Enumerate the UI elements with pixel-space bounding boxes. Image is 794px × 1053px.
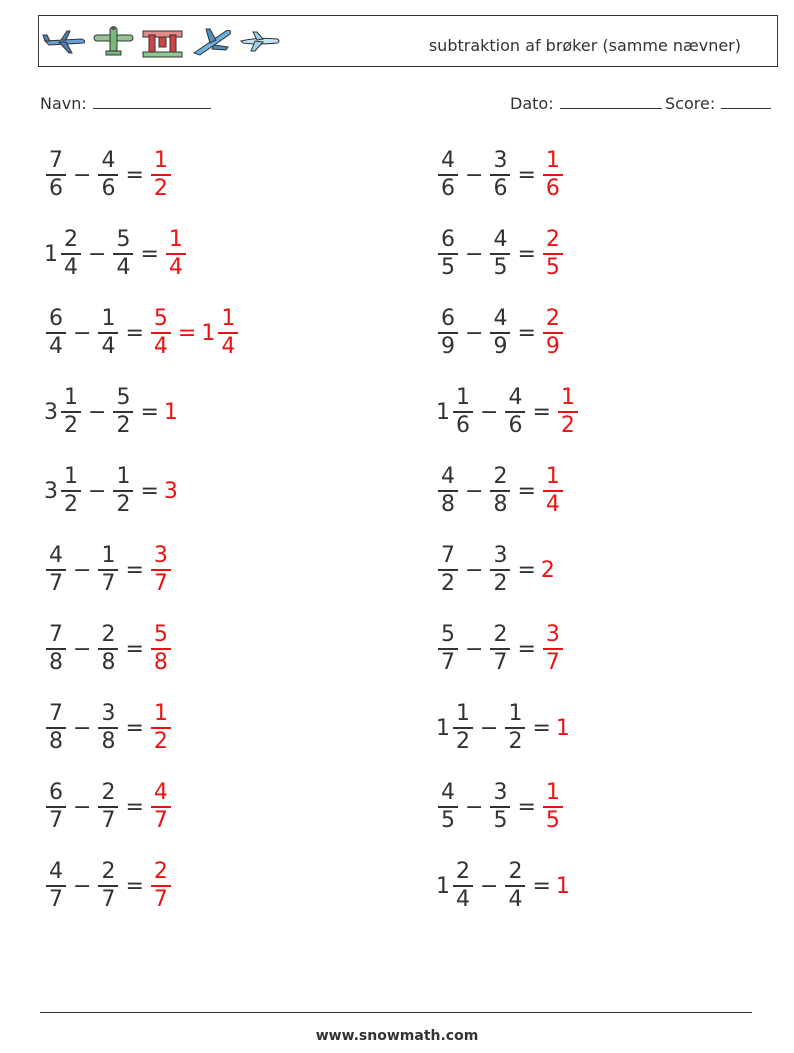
numerator: 2 xyxy=(493,622,508,648)
numerator: 2 xyxy=(64,227,78,253)
denominator: 2 xyxy=(116,491,131,517)
denominator: 7 xyxy=(153,886,168,912)
numerator: 3 xyxy=(493,148,508,174)
denominator: 8 xyxy=(101,728,116,754)
numerator: 3 xyxy=(493,780,508,806)
denominator: 7 xyxy=(49,807,63,833)
equals-sign: = xyxy=(517,320,536,346)
footer-url: www.snowmath.com xyxy=(315,1028,479,1044)
minuend-fraction xyxy=(46,150,66,200)
numerator: 2 xyxy=(101,780,116,806)
numerator: 1 xyxy=(153,701,168,727)
minuend-whole: 3 xyxy=(44,478,58,504)
answer-fraction xyxy=(218,308,238,358)
subtrahend-fraction xyxy=(98,703,118,753)
denominator: 4 xyxy=(116,254,131,280)
numerator: 4 xyxy=(49,543,63,569)
minuend-fraction xyxy=(438,624,458,674)
answer-whole: 1 xyxy=(555,873,570,899)
denominator: 7 xyxy=(153,807,168,833)
denominator: 4 xyxy=(456,886,470,912)
problem-item xyxy=(44,145,173,205)
equals-sign: = xyxy=(140,241,159,267)
numerator: 1 xyxy=(101,543,116,569)
answer xyxy=(149,782,173,832)
numerator: 3 xyxy=(493,543,508,569)
answer-fraction xyxy=(543,229,563,279)
jet-icon xyxy=(188,23,235,59)
answer-fraction xyxy=(543,466,563,516)
answer xyxy=(541,229,565,279)
equals-sign: = xyxy=(517,636,536,662)
numerator: 4 xyxy=(153,780,168,806)
denominator: 2 xyxy=(153,175,168,201)
denominator: 7 xyxy=(101,807,116,833)
answer xyxy=(149,624,173,674)
answer xyxy=(541,782,565,832)
minus-sign: − xyxy=(73,162,92,188)
minuend-fraction xyxy=(453,387,473,437)
plane-icons xyxy=(41,23,284,59)
answer-fraction xyxy=(151,150,171,200)
numerator: 5 xyxy=(116,227,131,253)
equals-sign: = xyxy=(125,873,144,899)
answer xyxy=(541,466,565,516)
denominator: 5 xyxy=(545,807,560,833)
minus-sign: − xyxy=(465,636,484,662)
denominator: 7 xyxy=(101,570,116,596)
minus-sign: − xyxy=(73,320,92,346)
minus-sign: − xyxy=(465,162,484,188)
date-label: Dato: xyxy=(510,94,554,113)
denominator: 5 xyxy=(441,807,455,833)
denominator: 7 xyxy=(493,649,508,675)
denominator: 9 xyxy=(545,333,560,359)
subtrahend-fraction xyxy=(98,308,118,358)
minus-sign: − xyxy=(73,636,92,662)
subtrahend-fraction xyxy=(505,703,525,753)
minuend-whole: 1 xyxy=(436,399,450,425)
numerator: 4 xyxy=(493,306,508,332)
numerator: 2 xyxy=(545,306,560,332)
problem-item xyxy=(436,777,565,837)
denominator: 6 xyxy=(508,412,523,438)
minuend-fraction xyxy=(438,229,458,279)
denominator: 7 xyxy=(49,570,63,596)
problem-item xyxy=(436,698,571,758)
subtrahend-fraction xyxy=(490,150,510,200)
minus-sign: − xyxy=(88,399,107,425)
denominator: 6 xyxy=(49,175,63,201)
subtrahend-fraction xyxy=(98,861,118,911)
denominator: 5 xyxy=(545,254,560,280)
equals-sign: = xyxy=(140,399,159,425)
score-field[interactable] xyxy=(665,94,771,113)
answer xyxy=(541,624,565,674)
answer-whole: 1 xyxy=(555,715,570,741)
numerator: 4 xyxy=(508,385,523,411)
equals-sign: = xyxy=(517,162,536,188)
answer-fraction xyxy=(151,861,171,911)
equals-sign: = xyxy=(125,320,144,346)
numerator: 2 xyxy=(153,859,168,885)
denominator: 8 xyxy=(49,649,63,675)
numerator: 1 xyxy=(116,464,131,490)
subtrahend-fraction xyxy=(505,387,525,437)
answer-fraction xyxy=(543,150,563,200)
answer xyxy=(164,229,188,279)
subtrahend-fraction xyxy=(113,387,133,437)
denominator: 6 xyxy=(101,175,116,201)
problem-item xyxy=(436,461,565,521)
answer-fraction xyxy=(543,308,563,358)
numerator: 4 xyxy=(441,780,455,806)
answer-fraction xyxy=(558,387,578,437)
answer-fraction xyxy=(543,624,563,674)
numerator: 1 xyxy=(545,464,560,490)
numerator: 6 xyxy=(49,306,63,332)
denominator: 4 xyxy=(508,886,523,912)
numerator: 4 xyxy=(49,859,63,885)
minuend-fraction xyxy=(61,466,81,516)
equals-sign: = xyxy=(517,557,536,583)
numerator: 1 xyxy=(508,701,523,727)
answer-whole: 3 xyxy=(163,478,178,504)
denominator: 4 xyxy=(221,333,236,359)
minuend-whole: 3 xyxy=(44,399,58,425)
answer-fraction xyxy=(151,624,171,674)
numerator: 6 xyxy=(441,306,455,332)
name-field[interactable] xyxy=(40,94,211,113)
numerator: 7 xyxy=(49,701,63,727)
worksheet-title: subtraktion af brøker (samme nævner) xyxy=(428,36,741,55)
equals-sign: = xyxy=(517,478,536,504)
numerator: 4 xyxy=(441,464,455,490)
equals-sign: = xyxy=(125,162,144,188)
denominator: 9 xyxy=(441,333,455,359)
denominator: 5 xyxy=(441,254,455,280)
subtrahend-fraction xyxy=(113,466,133,516)
numerator: 5 xyxy=(116,385,131,411)
numerator: 4 xyxy=(441,148,455,174)
subtrahend-fraction xyxy=(98,545,118,595)
score-label: Score: xyxy=(665,94,716,113)
answer xyxy=(201,308,240,358)
minuend-fraction xyxy=(46,545,66,595)
answer xyxy=(149,308,173,358)
problem-item xyxy=(436,619,565,679)
denominator: 2 xyxy=(116,412,131,438)
answer xyxy=(164,479,179,504)
answer xyxy=(149,703,173,753)
denominator: 6 xyxy=(493,175,508,201)
minus-sign: − xyxy=(465,241,484,267)
answer-fraction xyxy=(151,703,171,753)
numerator: 2 xyxy=(101,622,116,648)
problem-item xyxy=(44,619,173,679)
denominator: 2 xyxy=(441,570,455,596)
problem-item xyxy=(436,224,565,284)
numerator: 6 xyxy=(441,227,455,253)
denominator: 9 xyxy=(493,333,508,359)
footer-divider xyxy=(40,1012,752,1013)
numerator: 1 xyxy=(64,385,78,411)
subtrahend-fraction xyxy=(113,229,133,279)
numerator: 3 xyxy=(101,701,116,727)
denominator: 8 xyxy=(101,649,116,675)
equals-sign: = xyxy=(140,478,159,504)
problem-item xyxy=(436,856,571,916)
equals-sign: = xyxy=(125,557,144,583)
problem-item xyxy=(44,382,179,442)
answer xyxy=(541,308,565,358)
minus-sign: − xyxy=(73,873,92,899)
numerator: 2 xyxy=(508,859,523,885)
score-blank[interactable] xyxy=(721,94,771,109)
equals-sign: = xyxy=(125,715,144,741)
minuend-fraction xyxy=(61,229,81,279)
equals-sign: = xyxy=(125,794,144,820)
equals-sign: = xyxy=(517,241,536,267)
denominator: 8 xyxy=(441,491,455,517)
subtrahend-fraction xyxy=(490,466,510,516)
small-plane-icon xyxy=(237,23,284,59)
equals-sign: = xyxy=(532,873,551,899)
name-label: Navn: xyxy=(40,94,87,113)
minus-sign: − xyxy=(88,241,107,267)
name-blank[interactable] xyxy=(93,94,211,109)
denominator: 5 xyxy=(493,254,508,280)
numerator: 4 xyxy=(101,148,116,174)
denominator: 4 xyxy=(168,254,183,280)
denominator: 8 xyxy=(493,491,508,517)
subtrahend-fraction xyxy=(98,624,118,674)
numerator: 1 xyxy=(153,148,168,174)
problem-item xyxy=(436,303,565,363)
airliner-icon xyxy=(41,23,88,59)
minuend-fraction xyxy=(438,466,458,516)
subtrahend-fraction xyxy=(490,545,510,595)
problem-item xyxy=(44,698,173,758)
denominator: 4 xyxy=(545,491,560,517)
numerator: 2 xyxy=(456,859,470,885)
equals-sign: = xyxy=(532,399,551,425)
denominator: 8 xyxy=(49,728,63,754)
subtrahend-fraction xyxy=(490,308,510,358)
minuend-whole: 1 xyxy=(436,715,450,741)
denominator: 8 xyxy=(153,649,168,675)
problem-item xyxy=(44,303,240,363)
answer-fraction xyxy=(151,545,171,595)
subtrahend-fraction xyxy=(490,229,510,279)
denominator: 6 xyxy=(456,412,470,438)
minus-sign: − xyxy=(480,873,499,899)
minuend-fraction xyxy=(453,861,473,911)
answer-fraction xyxy=(543,782,563,832)
denominator: 2 xyxy=(508,728,523,754)
answer-fraction xyxy=(151,782,171,832)
minuend-fraction xyxy=(453,703,473,753)
numerator: 2 xyxy=(101,859,116,885)
problem-item xyxy=(44,224,188,284)
answer xyxy=(556,874,571,899)
denominator: 4 xyxy=(49,333,63,359)
denominator: 7 xyxy=(101,886,116,912)
minus-sign: − xyxy=(465,320,484,346)
answer xyxy=(556,716,571,741)
numerator: 1 xyxy=(221,306,236,332)
minuend-fraction xyxy=(46,703,66,753)
answer xyxy=(164,400,179,425)
numerator: 1 xyxy=(168,227,183,253)
numerator: 5 xyxy=(153,306,168,332)
answer xyxy=(541,150,565,200)
minus-sign: − xyxy=(73,794,92,820)
denominator: 7 xyxy=(545,649,560,675)
minus-sign: − xyxy=(465,794,484,820)
numerator: 3 xyxy=(545,622,560,648)
numerator: 1 xyxy=(545,148,560,174)
answer xyxy=(556,387,580,437)
denominator: 2 xyxy=(456,728,470,754)
minuend-fraction xyxy=(46,861,66,911)
numerator: 4 xyxy=(493,227,508,253)
subtrahend-fraction xyxy=(490,782,510,832)
answer xyxy=(149,150,173,200)
denominator: 4 xyxy=(101,333,116,359)
minus-sign: − xyxy=(465,557,484,583)
problem-item xyxy=(436,540,556,600)
denominator: 4 xyxy=(153,333,168,359)
minuend-fraction xyxy=(438,150,458,200)
header-box xyxy=(38,15,778,67)
answer xyxy=(149,861,173,911)
problem-item xyxy=(44,540,173,600)
minus-sign: − xyxy=(480,399,499,425)
problem-item xyxy=(44,461,179,521)
minuend-fraction xyxy=(61,387,81,437)
minus-sign: − xyxy=(73,557,92,583)
numerator: 7 xyxy=(49,148,63,174)
numerator: 3 xyxy=(153,543,168,569)
numerator: 5 xyxy=(153,622,168,648)
minuend-fraction xyxy=(438,308,458,358)
problem-item xyxy=(436,145,565,205)
minus-sign: − xyxy=(465,478,484,504)
numerator: 7 xyxy=(49,622,63,648)
equals-sign: = xyxy=(177,320,197,346)
numerator: 5 xyxy=(441,622,455,648)
equals-sign: = xyxy=(125,636,144,662)
minus-sign: − xyxy=(88,478,107,504)
denominator: 6 xyxy=(545,175,560,201)
minuend-whole: 1 xyxy=(436,873,450,899)
denominator: 2 xyxy=(493,570,508,596)
answer-whole: 2 xyxy=(540,557,555,583)
subtrahend-fraction xyxy=(505,861,525,911)
numerator: 1 xyxy=(560,385,575,411)
minus-sign: − xyxy=(73,715,92,741)
minuend-fraction xyxy=(438,545,458,595)
minuend-fraction xyxy=(46,624,66,674)
denominator: 2 xyxy=(153,728,168,754)
equals-sign: = xyxy=(532,715,551,741)
numerator: 6 xyxy=(49,780,63,806)
answer-whole: 1 xyxy=(201,320,216,346)
propeller-plane-icon xyxy=(90,23,137,59)
minuend-fraction xyxy=(438,782,458,832)
problem-item xyxy=(44,777,173,837)
numerator: 7 xyxy=(441,543,455,569)
denominator: 2 xyxy=(64,491,78,517)
subtrahend-fraction xyxy=(98,782,118,832)
equals-sign: = xyxy=(517,794,536,820)
numerator: 1 xyxy=(64,464,78,490)
answer xyxy=(149,545,173,595)
denominator: 7 xyxy=(153,570,168,596)
numerator: 2 xyxy=(545,227,560,253)
denominator: 6 xyxy=(441,175,455,201)
bomber-icon xyxy=(139,23,186,59)
numerator: 1 xyxy=(456,701,470,727)
denominator: 5 xyxy=(493,807,508,833)
minuend-fraction xyxy=(46,308,66,358)
denominator: 2 xyxy=(560,412,575,438)
numerator: 1 xyxy=(101,306,116,332)
answer xyxy=(541,558,556,583)
denominator: 7 xyxy=(49,886,63,912)
answer-whole: 1 xyxy=(163,399,178,425)
denominator: 4 xyxy=(64,254,78,280)
minuend-whole: 1 xyxy=(44,241,58,267)
answer-fraction xyxy=(166,229,186,279)
minuend-fraction xyxy=(46,782,66,832)
numerator: 1 xyxy=(545,780,560,806)
numerator: 2 xyxy=(493,464,508,490)
subtrahend-fraction xyxy=(98,150,118,200)
date-blank[interactable] xyxy=(560,94,662,109)
denominator: 7 xyxy=(441,649,455,675)
subtrahend-fraction xyxy=(490,624,510,674)
date-field[interactable] xyxy=(510,94,662,113)
numerator: 1 xyxy=(456,385,470,411)
minus-sign: − xyxy=(480,715,499,741)
answer-fraction xyxy=(151,308,171,358)
problem-item xyxy=(44,856,173,916)
problem-item xyxy=(436,382,580,442)
denominator: 2 xyxy=(64,412,78,438)
